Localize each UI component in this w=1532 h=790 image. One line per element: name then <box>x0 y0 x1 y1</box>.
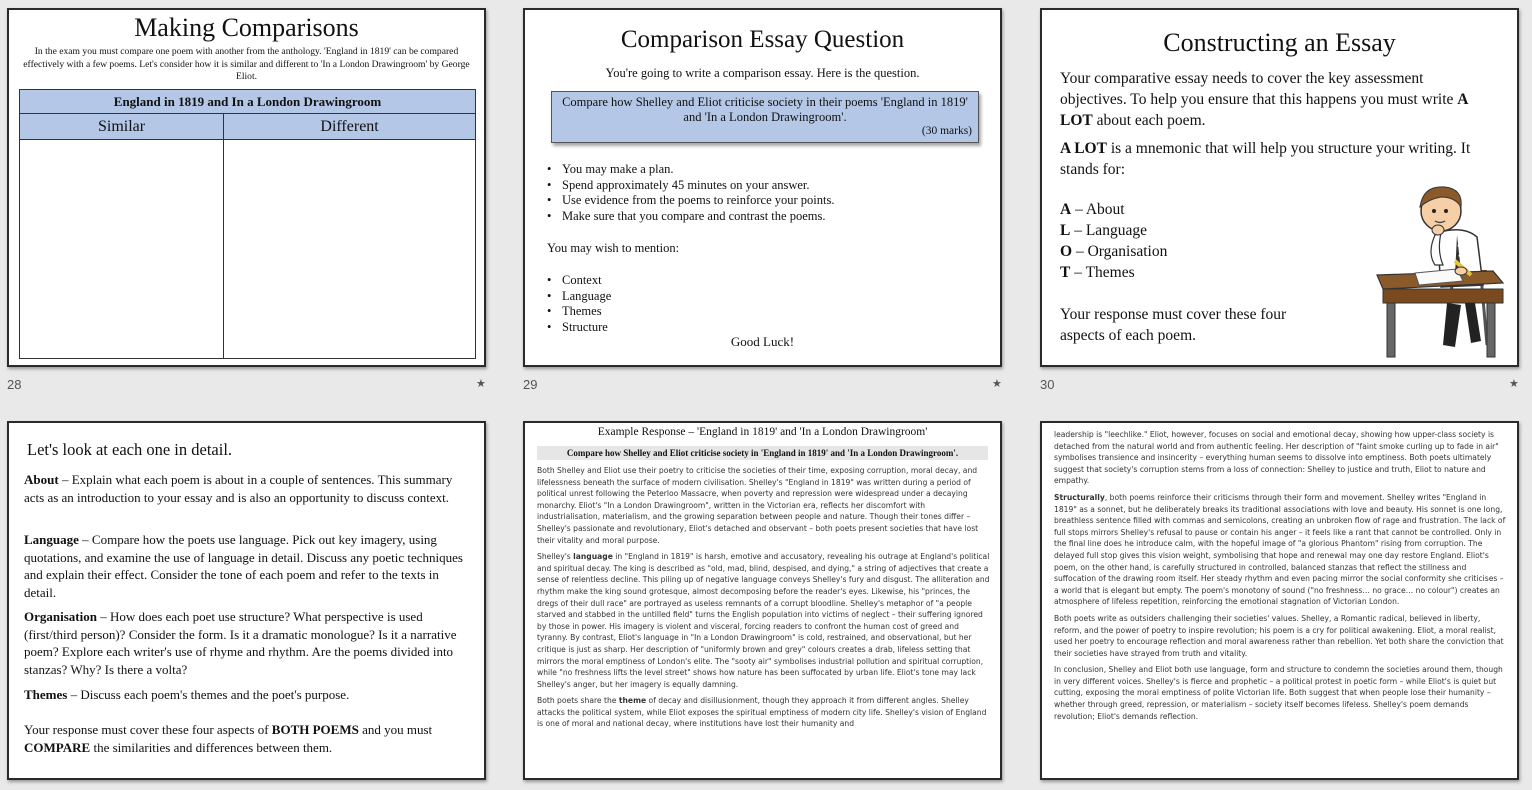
paragraph-about: About – Explain what each poem is about in a couple of sentences. This summary acts as an introduction to your essay and is also an opportunity to discuss context. <box>24 472 453 505</box>
essay-body <box>1054 429 1507 727</box>
essay-body <box>537 465 990 735</box>
list-item: O – Organisation <box>1060 243 1168 260</box>
list-item: • Make sure that you compare and contrast the poems. <box>547 209 835 225</box>
star-icon[interactable]: ★ <box>1509 377 1519 390</box>
paragraph: Shelley's language in "England in 1819" is harsh, emotive and accusatory, revealing his outrage at England's political and spiritual decay. The king is described as "old, mad, blind, despised, and dying," a string of adjectives that create a sense of relentless decline. This piling up of negative language conveys Shelley's fury and disgust. The alliteration and rhythm make the king sound grotesque, almost decomposing before the reader's eyes. Likewise, his "princes, the dregs of their dull race" are portrayed as useless remnants of a corrupt bloodline. Shelley's metaphor of "a people starved and stabbed in the untilled field" turns the English population into victims of neglect – their suffering ignored by those in power. His imagery is violent and visceral, forcing readers to confront the human cost of greed and tyranny. By contrast, Eliot's language in "In a London Drawingroom" is cold, restrained, and observational, but her critique is just as sharp. Her description of "uniformly brown and grey" colours creates a drab, lifeless setting that mirrors the moral emptiness of London's elite. The "sooty air" symbolises industrial pollution and spiritual corruption, while "no freshness lifts the level street" shows how nature has been suffocated by urban life. Eliot's tone may lack Shelley's anger, but her imagery is equally damning. <box>537 552 990 689</box>
slide-31[interactable] <box>7 421 486 780</box>
good-luck-text: Good Luck! <box>730 334 795 349</box>
paragraph: A LOT is a mnemonic that will help you structure your writing. It stands for: <box>1060 140 1471 178</box>
star-icon[interactable]: ★ <box>992 377 1002 390</box>
slide-title: Example Response – 'England in 1819' and 'In a London Drawingroom' <box>597 426 928 438</box>
list-item: • Spend approximately 45 minutes on your answer. <box>547 178 835 194</box>
paragraph-organisation: Organisation – How does each poet use structure? What perspective is used (first/third person)? Consider the form. Is it a dramatic monologue? Is it a narrative poem? Explore each writer's use of rhyme and rhythm. Are the poems divided into stanzas? Why? Is there a volta? <box>24 609 457 677</box>
question-box <box>551 91 979 143</box>
slide-28[interactable] <box>7 8 486 367</box>
different-cell <box>224 140 476 359</box>
list-item: L – Language <box>1060 222 1147 239</box>
question-text: Compare how Shelley and Eliot criticise society in their poems 'England in 1819' and 'In a London Drawingroom'. <box>562 95 968 124</box>
mnemonic-list <box>1060 199 1167 283</box>
table-header: England in 1819 and In a London Drawingroom <box>20 90 476 114</box>
slide-intro: In the exam you must compare one poem with another from the anthology. 'England in 1819' can be compared effectively with a few poems. Let's consider how it is similar and different to 'In a London Drawingroom' by George Eliot. <box>23 46 470 82</box>
star-icon[interactable]: ★ <box>476 377 486 390</box>
list-item: • Context <box>547 273 611 289</box>
comparison-table <box>19 89 476 359</box>
paragraph: Both poets write as outsiders challenging their societies' values. Shelley, a Romantic radical, believed in liberty, reform, and the power of poetry to inspire revolution; his poem is a cry for political awakening. Eliot, a moral realist, used her poetry to encourage reflection and moral awareness rather than rebellion. Yet both share the conviction that their societies have strayed from truth and vitality. <box>1054 613 1504 658</box>
paragraph: Both poets share the theme of decay and disillusionment, though they approach it from different angles. Shelley attacks the political system, while Eliot exposes the spiritual emptiness of modern city life. Shelley's vision of England is one of moral and national decay, where institutions have lost their humanity and <box>537 696 987 729</box>
list-item: • You may make a plan. <box>547 162 835 178</box>
slide-number: 28 <box>7 377 22 392</box>
student-at-desk-illustration <box>1375 175 1505 360</box>
slide-number: 29 <box>523 377 538 392</box>
similar-cell <box>20 140 224 359</box>
slide-33[interactable] <box>1040 421 1519 780</box>
paragraph: Your comparative essay needs to cover the key assessment objectives. To help you ensure that this happens you must write A LOT about each poem. <box>1060 70 1468 129</box>
list-item: • Use evidence from the poems to reinforce your points. <box>547 193 835 209</box>
column-different: Different <box>224 114 476 140</box>
paragraph: Structurally, both poems reinforce their criticisms through their form and movement. Shelley writes "England in 1819" as a sonnet, but he deliberately breaks its traditional associations with love and beauty. His sonnet is one long, breathless sentence filled with commas and semicolons, creating an unbroken flow of rage and frustration. The lack of full stops mirrors Shelley's refusal to pause or contain his anger – it feels like a rant that cannot be controlled. Only in the final line does he introduce calm, with the hopeful image of "a glorious Phantom" rising from corruption. The delayed full stop gives this vision weight, symbolising that hope and renewal may one day restore England. Eliot's poem, on the other hand, is carefully structured in controlled, balanced stanzas that reflect the stillness and suffocation of the drawing room itself. Her steady rhythm and even pacing mirror the social conformity she criticises – a world that is elegant but empty. The poem's monotony of sound ("no freshness… no grace… no colour") creates an atmosphere of lifeless repetition, reinforcing the emotional stagnation of Victorian London. <box>1054 492 1506 607</box>
list-item: T – Themes <box>1060 264 1135 281</box>
mention-list <box>547 273 611 336</box>
slide-subtitle: You're going to write a comparison essay. Here is the question. <box>605 66 920 80</box>
paragraph: In conclusion, Shelley and Eliot both use language, form and structure to condemn the societies around them, though in very different voices. Shelley's is fierce and prophetic – a political protest in poetic form – while Eliot's is quiet but cutting, exposing the moral emptiness of polite Victorian life. Both suggest that when people lose their humanity – whether through greed, repression, or materialism – society itself becomes lifeless. Shelley's poem demands revolution; Eliot's demands reflection. <box>1054 665 1503 721</box>
paragraph: Your response must cover these four aspects of each poem. <box>1060 306 1287 344</box>
list-item: A – About <box>1060 201 1125 218</box>
question-text: Compare how Shelley and Eliot criticise society in 'England in 1819' and 'In a London Drawingroom'. <box>537 446 988 460</box>
slide-title: Let's look at each one in detail. <box>27 440 233 459</box>
slide-title: Making Comparisons <box>134 13 359 42</box>
list-item: • Structure <box>547 320 611 336</box>
list-item: • Themes <box>547 304 611 320</box>
instruction-list <box>547 162 835 225</box>
paragraph: Both Shelley and Eliot use their poetry to criticise the societies of their time, exposing corruption, moral decay, and lifelessness beneath the surface of modern civilisation. Shelley's "England in 1819" was written during a period of political unrest following the Peterloo Massacre, when poverty and repression were widespread under a decaying monarchy. Eliot's "In a London Drawingroom", written in the Victorian era, reflects her discomfort with industrialisation, materialism, and the growing separation between people and nature. Though their tones differ – Shelley's passionate and revolutionary, Eliot's detached and observant – both poets present societies that have lost their vitality and moral purpose. <box>537 466 979 545</box>
slide-title: Constructing an Essay <box>1163 28 1396 57</box>
slide-number: 30 <box>1040 377 1055 392</box>
slide-30[interactable] <box>1040 8 1519 367</box>
mention-label: You may wish to mention: <box>547 241 680 255</box>
paragraph-closing: Your response must cover these four aspects of BOTH POEMS and you must COMPARE the similarities and differences between them. <box>24 722 433 755</box>
paragraph-language: Language – Compare how the poets use language. Pick out key imagery, using quotations, and examine the use of language in detail. Discuss any poetic techniques and explain their effect. Consider the tone of each poem and refer to the texts in detail. <box>24 532 463 600</box>
marks-label: (30 marks) <box>921 125 972 137</box>
slide-32[interactable] <box>523 421 1002 780</box>
column-similar: Similar <box>20 114 224 140</box>
slide-29[interactable] <box>523 8 1002 367</box>
paragraph-themes: Themes – Discuss each poem's themes and the poet's purpose. <box>24 687 350 702</box>
slide-title: Comparison Essay Question <box>620 26 905 53</box>
list-item: • Language <box>547 289 611 305</box>
paragraph: leadership is "leechlike." Eliot, however, focuses on social and emotional decay, showing how upper-class society is detached from the natural world and from authentic feeling. Her description of "faint smoke curling up to fade in air" symbolises transience and insincerity – everything human seems to dissolve into emptiness. Both poets ultimately suggest that society's corruption stems from a loss of connection: Shelley to justice and truth, Eliot to nature and empathy. <box>1054 430 1499 486</box>
